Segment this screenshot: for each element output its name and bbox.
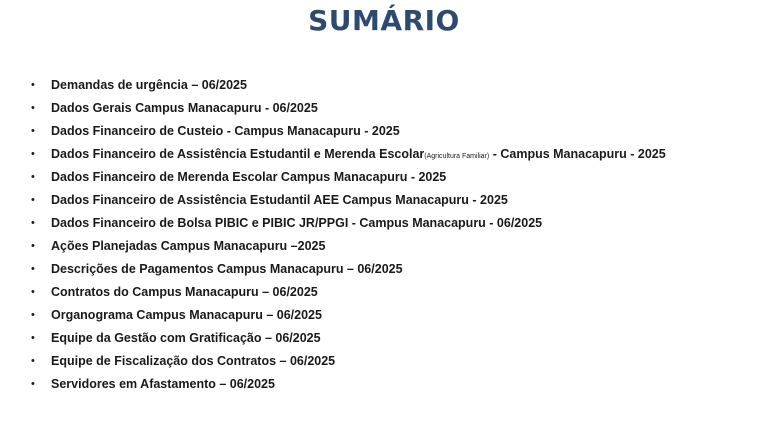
list-item-text: Ações Planejadas Campus Manacapuru –2025 <box>51 239 326 253</box>
bullet-icon: • <box>31 148 35 160</box>
bullet-icon: • <box>31 194 35 206</box>
list-item-text: Dados Financeiro de Assistência Estudantil e Merenda Escolar <box>51 147 425 161</box>
list-item-text: Equipe da Gestão com Gratificação – 06/2025 <box>51 331 321 345</box>
bullet-icon: • <box>31 378 35 390</box>
list-item-text: Dados Financeiro de Assistência Estudantil AEE Campus Manacapuru - 2025 <box>51 193 508 207</box>
list-item <box>31 236 761 259</box>
list-item <box>31 259 761 282</box>
bullet-icon: • <box>31 171 35 183</box>
list-item-text: Contratos do Campus Manacapuru – 06/2025 <box>51 285 318 299</box>
list-item <box>31 305 761 328</box>
bullet-icon: • <box>31 309 35 321</box>
list-item <box>31 374 761 397</box>
list-item <box>31 75 761 98</box>
list-item <box>31 328 761 351</box>
list-item-text: Dados Financeiro de Merenda Escolar Campus Manacapuru - 2025 <box>51 170 447 184</box>
list-item <box>31 190 761 213</box>
list-item <box>31 282 761 305</box>
bullet-icon: • <box>31 263 35 275</box>
summary-list <box>31 75 761 397</box>
list-item-text: Demandas de urgência – 06/2025 <box>51 78 247 92</box>
list-item <box>31 121 761 144</box>
list-item-text: Dados Gerais Campus Manacapuru - 06/2025 <box>51 101 318 115</box>
bullet-icon: • <box>31 286 35 298</box>
list-item <box>31 351 761 374</box>
list-item-text: Dados Financeiro de Custeio - Campus Manacapuru - 2025 <box>51 124 400 138</box>
bullet-icon: • <box>31 355 35 367</box>
list-item-note: (Agricultura Familiar) <box>424 153 490 160</box>
list-item-text: Servidores em Afastamento – 06/2025 <box>51 377 275 391</box>
list-item-suffix: - Campus Manacapuru - 2025 <box>489 147 666 161</box>
bullet-icon: • <box>31 79 35 91</box>
list-item <box>31 98 761 121</box>
list-item-text: Equipe de Fiscalização dos Contratos – 06/2025 <box>51 354 336 368</box>
bullet-icon: • <box>31 125 35 137</box>
bullet-icon: • <box>31 240 35 252</box>
list-item-text: Organograma Campus Manacapuru – 06/2025 <box>51 308 322 322</box>
list-item-text: Dados Financeiro de Bolsa PIBIC e PIBIC JR/PPGI - Campus Manacapuru - 06/2025 <box>51 216 543 230</box>
page-title: SUMÁRIO <box>308 4 460 37</box>
list-item <box>31 144 761 167</box>
list-item <box>31 167 761 190</box>
list-item <box>31 213 761 236</box>
bullet-icon: • <box>31 102 35 114</box>
bullet-icon: • <box>31 217 35 229</box>
bullet-icon: • <box>31 332 35 344</box>
list-item-text: Descrições de Pagamentos Campus Manacapuru – 06/2025 <box>51 262 403 276</box>
